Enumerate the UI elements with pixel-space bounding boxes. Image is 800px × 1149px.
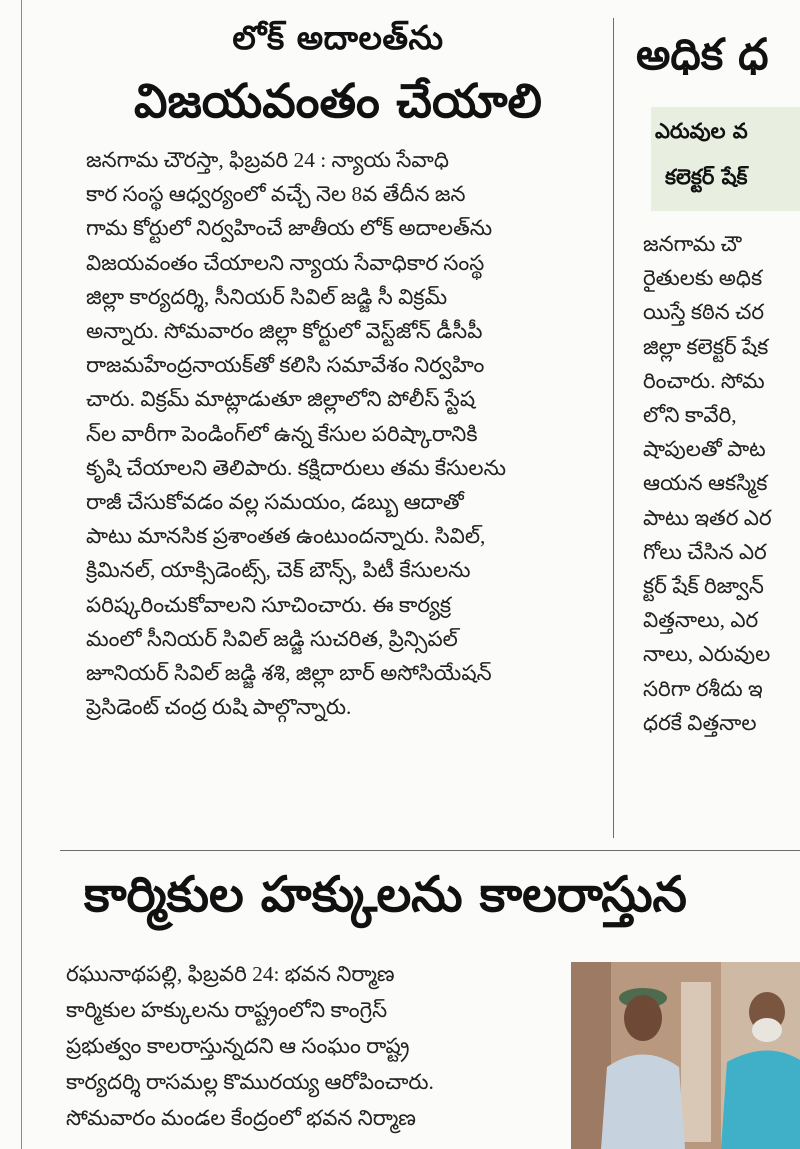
body-line: జనగామ చౌరస్తా, ఫిబ్రవరి 24 : న్యాయ సేవాధి — [86, 148, 449, 172]
article-headline: విజయవంతం చేయాలి — [134, 74, 542, 129]
body-line: అన్నారు. సోమవారం జిల్లా కోర్టులో వెస్ట్‌జోన్ డీసీపీ — [86, 319, 483, 344]
body-line: గామ కోర్టులో నిర్వహించే జాతీయ లోక్ అదాలత్‌ను — [86, 216, 493, 241]
body-line: విజయవంతం చేయాలని న్యాయ సేవాధికార సంస్థ — [86, 250, 485, 275]
body-line: నాలు, ఎరువుల — [643, 642, 771, 667]
body-line: సరిగా రశీదు ఇ — [643, 676, 763, 701]
bottom-article-headline: కార్మికుల హక్కులను కాలరాస్తున — [84, 866, 687, 923]
body-line: సోమవారం మండల కేంద్రంలో భవన నిర్మాణ — [66, 1106, 416, 1130]
body-line: కార్యదర్శి రాసమల్ల కొమురయ్య ఆరోపించారు. — [66, 1070, 434, 1094]
body-line: జిల్లా కలెక్టర్ షేక — [643, 334, 769, 359]
right-article-deck — [651, 107, 800, 211]
right-article-body — [643, 227, 800, 740]
body-line: చారు. విక్రమ్ మాట్లాడుతూ జిల్లాలోని పోలీస్ స్టేష — [86, 387, 476, 412]
body-line: న్‌ల వారీగా పెండింగ్‌లో ఉన్న కేసుల పరిష్కారానికి — [86, 421, 478, 446]
page-margin-rule — [21, 0, 22, 1149]
body-line: ఆయన ఆకస్మిక — [643, 471, 768, 496]
body-line: క్టర్ షేక్ రిజ్వాన్ — [643, 574, 764, 599]
body-line: రైతులకు అధిక — [643, 266, 763, 291]
section-divider — [60, 850, 800, 851]
body-line: యిస్తే కఠిన చర — [643, 300, 765, 325]
article-kicker: లోక్ అదాలత్‌ను — [232, 18, 444, 57]
article-body — [86, 143, 598, 724]
body-line: ప్రెసిడెంట్ చంద్ర రుషి పాల్గొన్నారు. — [86, 695, 352, 720]
right-article-headline: అధిక ధ — [636, 30, 769, 80]
body-line: గోలు చేసిన ఎర — [643, 539, 767, 564]
body-line: లోని కావేరి, — [643, 403, 737, 428]
body-line: పాటు మానసిక ప్రశాంతత ఉంటుందన్నారు. సివిల్, — [86, 524, 486, 549]
body-line: ధరకే విత్తనాల — [643, 710, 757, 735]
body-line: రఘునాథపల్లి, ఫిబ్రవరి 24: భవన నిర్మాణ — [66, 962, 395, 986]
body-line: పరిష్కరించుకోవాలని సూచించారు. ఈ కార్యక్ర — [86, 592, 452, 617]
body-line: రాజమహేంద్రనాయక్‌తో కలిసి సమావేశం నిర్వహిం — [86, 353, 485, 378]
body-line: కార సంస్థ ఆధ్వర్యంలో వచ్చే నెల 8వ తేదీన జన — [86, 182, 466, 207]
body-line: మంలో సీనియర్ సివిల్ జడ్జి సుచరిత, ప్రిన్సిపల్ — [86, 626, 458, 651]
news-photo — [571, 962, 800, 1149]
body-line: రించారు. సోమ — [643, 368, 765, 393]
body-line: షాపులతో పాట — [643, 437, 766, 462]
body-line: జనగామ చౌ — [643, 232, 742, 256]
body-line: జిల్లా కార్యదర్శి, సీనియర్ సివిల్ జడ్జి సీ విక్రమ్ — [86, 284, 448, 309]
body-line: రాజీ చేసుకోవడం వల్ల సమయం, డబ్బు ఆదాతో — [86, 490, 464, 515]
body-line: విత్తనాలు, ఎర — [643, 608, 759, 633]
column-divider — [613, 18, 614, 838]
body-line: క్రిమినల్, యాక్సిడెంట్స్, చెక్ బౌన్స్, పిటీ కేసులను — [86, 558, 471, 583]
body-line: కార్మికుల హక్కులను రాష్ట్రంలోని కాంగ్రెస్ — [66, 998, 388, 1022]
deck-line: కలెక్టర్ షేక్ — [665, 165, 748, 189]
photo-illustration — [571, 962, 800, 1149]
body-line: పాటు ఇతర ఎర — [643, 505, 772, 530]
body-line: కృషి చేయాలని తెలిపారు. కక్షిదారులు తమ కేసులను — [86, 455, 507, 480]
deck-line: ఎరువుల వ — [655, 119, 748, 143]
body-line: ప్రభుత్వం కాలరాస్తున్నదని ఆ సంఘం రాష్ట్ర — [66, 1034, 410, 1058]
bottom-article-body — [66, 956, 566, 1136]
body-line: జూనియర్ సివిల్ జడ్జి శశి, జిల్లా బార్ అసోసియేషన్ — [86, 661, 492, 686]
